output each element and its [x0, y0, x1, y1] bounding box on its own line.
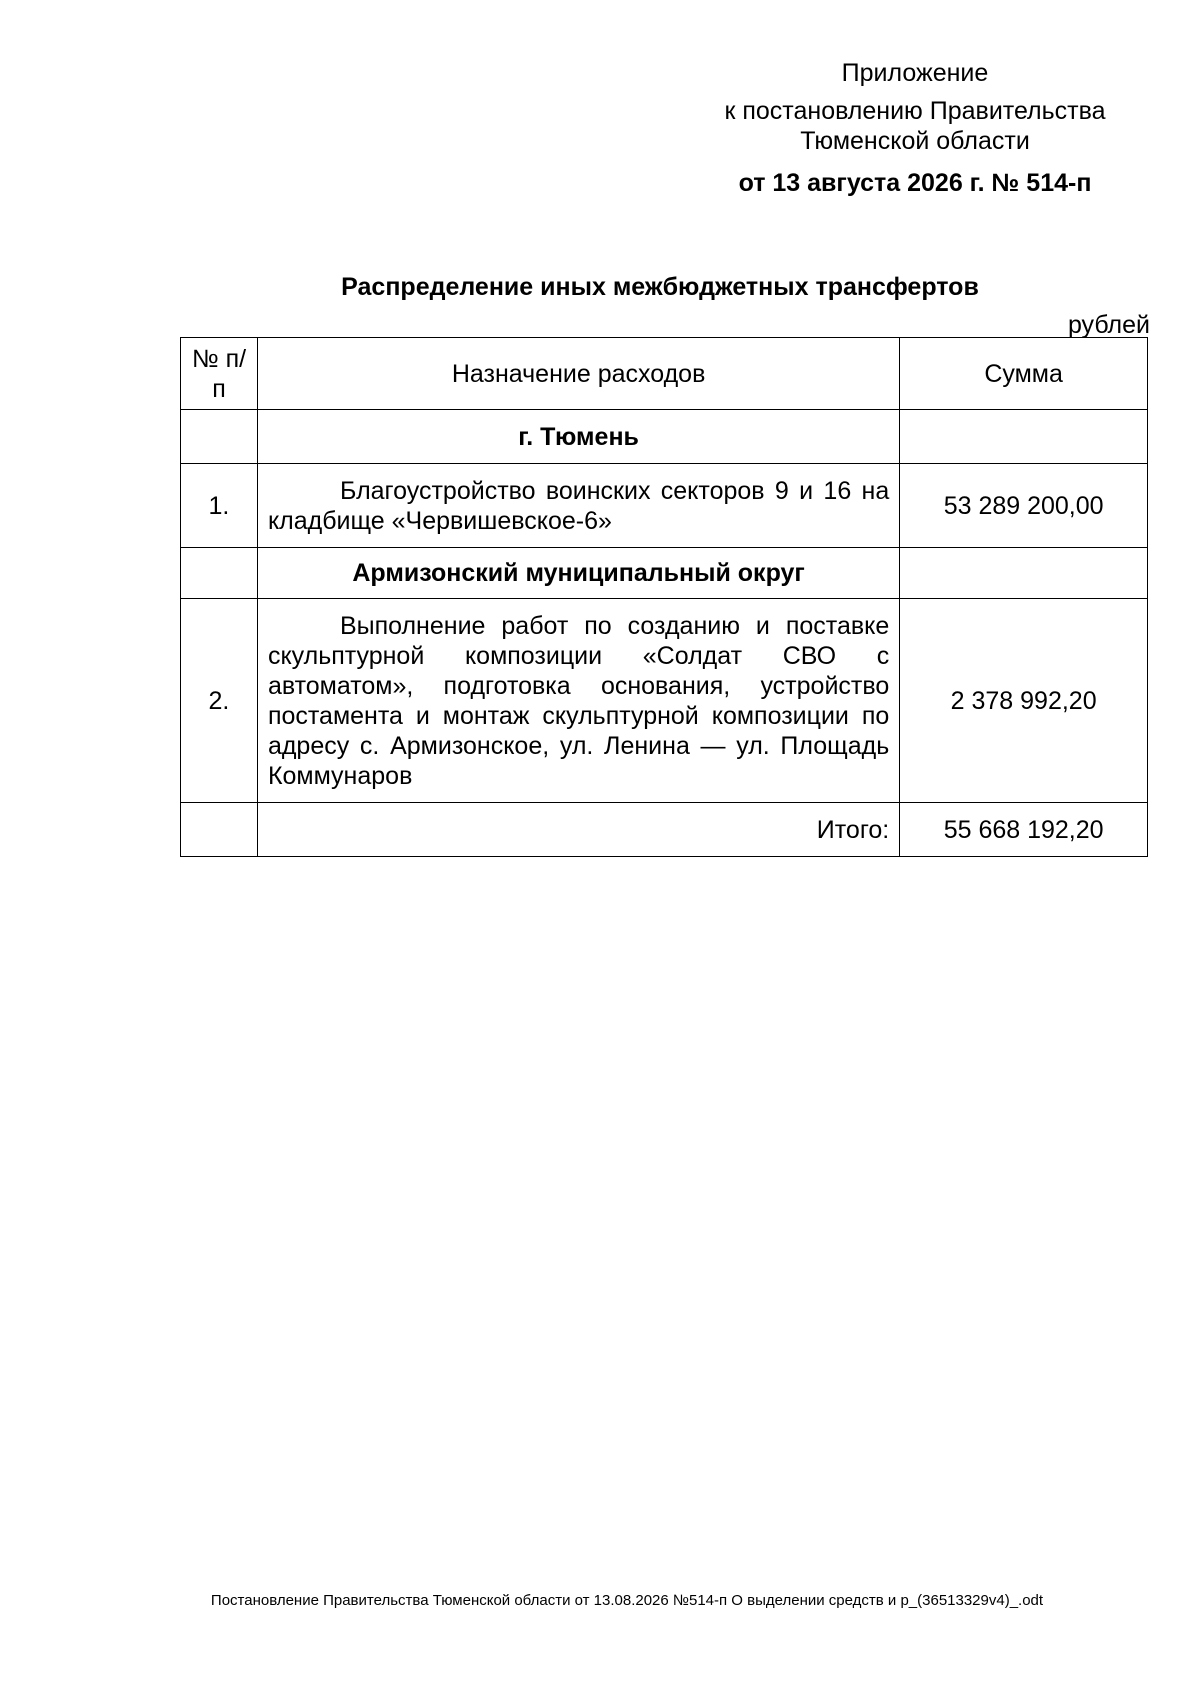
total-sum: 55 668 192,20: [900, 803, 1148, 857]
region-sum-cell: [900, 548, 1148, 599]
item-num: 1.: [181, 464, 258, 548]
header-purpose: Назначение расходов: [257, 338, 899, 410]
region-sum-cell: [900, 410, 1148, 464]
table-header-row: [181, 338, 1148, 410]
region-name: г. Тюмень: [257, 410, 899, 464]
item-purpose: Выполнение работ по созданию и поставке скульптурной композиции «Солдат СВО с автоматом», подготовка основания, устройство постамента и монтаж скульптурной композиции по адресу с. Армизонское, ул. Ленина — ул. Площадь Коммунаров: [257, 599, 899, 803]
header-num: № п/п: [181, 338, 258, 410]
table-row-region: [181, 410, 1148, 464]
table-total-row: [181, 803, 1148, 857]
region-num-cell: [181, 548, 258, 599]
appendix-date-number: от 13 августа 2026 г. № 514-п: [738, 169, 1092, 197]
region-num-cell: [181, 410, 258, 464]
appendix-reference: к постановлению Правительства: [724, 97, 1106, 125]
header-sum: Сумма: [900, 338, 1148, 410]
table-row-region: [181, 548, 1148, 599]
item-sum: 2 378 992,20: [900, 599, 1148, 803]
item-sum: 53 289 200,00: [900, 464, 1148, 548]
appendix-header: [700, 58, 1130, 198]
total-label: Итого:: [257, 803, 899, 857]
document-title: Распределение иных межбюджетных трансфертов: [341, 273, 979, 301]
transfers-table: [180, 337, 1148, 857]
item-num: 2.: [181, 599, 258, 803]
table-row: [181, 464, 1148, 548]
total-num-cell: [181, 803, 258, 857]
currency-unit: рублей: [1067, 311, 1150, 339]
item-purpose: Благоустройство воинских секторов 9 и 16 на кладбище «Червишевское-6»: [257, 464, 899, 548]
appendix-region: Тюменской области: [800, 127, 1030, 155]
document-footer: Постановление Правительства Тюменской области от 13.08.2026 №514-п О выделении средств и р_(36513329v4)_.odt: [210, 1592, 1044, 1609]
region-name: Армизонский муниципальный округ: [257, 548, 899, 599]
appendix-label: Приложение: [841, 59, 989, 87]
table-row: [181, 599, 1148, 803]
